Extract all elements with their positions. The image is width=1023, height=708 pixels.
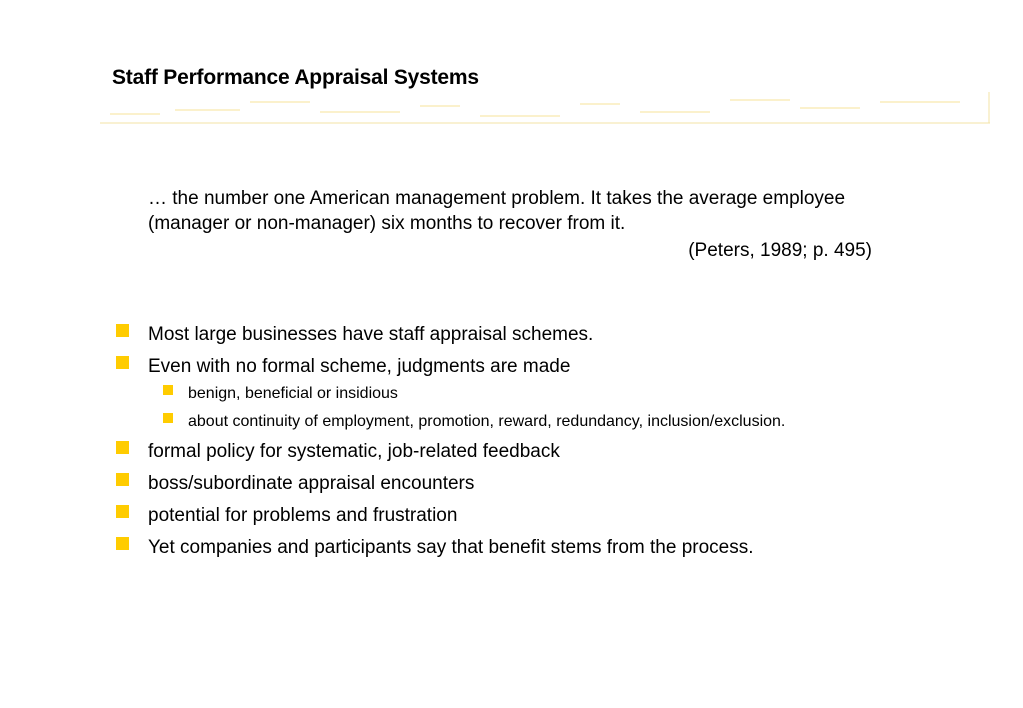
sub-bullet-text: benign, beneficial or insidious — [188, 385, 398, 402]
square-bullet-icon — [116, 356, 129, 369]
bullet-text: boss/subordinate appraisal encounters — [148, 473, 475, 494]
slide-title: Staff Performance Appraisal Systems — [112, 66, 479, 89]
sub-bullet-item — [148, 383, 808, 404]
quote-block — [148, 186, 888, 263]
header-decorative-band — [100, 92, 990, 124]
sub-bullet-list — [148, 383, 976, 432]
bullet-item — [116, 440, 976, 464]
square-bullet-icon — [116, 505, 129, 518]
small-square-bullet-icon — [163, 413, 173, 423]
square-bullet-icon — [116, 324, 129, 337]
bullet-text: Most large businesses have staff appraisal schemes. — [148, 324, 594, 345]
square-bullet-icon — [116, 473, 129, 486]
sub-bullet-item — [148, 411, 808, 432]
bullet-text: formal policy for systematic, job-related feedback — [148, 441, 560, 462]
quote-citation: (Peters, 1989; p. 495) — [688, 240, 872, 261]
bullet-text: Yet companies and participants say that benefit stems from the process. — [148, 537, 754, 558]
square-bullet-icon — [116, 537, 129, 550]
bullet-item — [116, 323, 976, 347]
bullet-text: potential for problems and frustration — [148, 505, 458, 526]
quote-text: … the number one American management problem. It takes the average employee (manager or non-manager) six months to recover from it. — [148, 188, 846, 234]
bullet-text: Even with no formal scheme, judgments are made — [148, 356, 571, 377]
sub-bullet-text: about continuity of employment, promotion, reward, redundancy, inclusion/exclusion. — [188, 413, 786, 430]
bullet-item — [116, 355, 976, 432]
square-bullet-icon — [116, 441, 129, 454]
bullet-list — [116, 323, 976, 568]
bullet-item — [116, 536, 976, 560]
small-square-bullet-icon — [163, 385, 173, 395]
bullet-item — [116, 472, 976, 496]
bullet-item — [116, 504, 976, 528]
